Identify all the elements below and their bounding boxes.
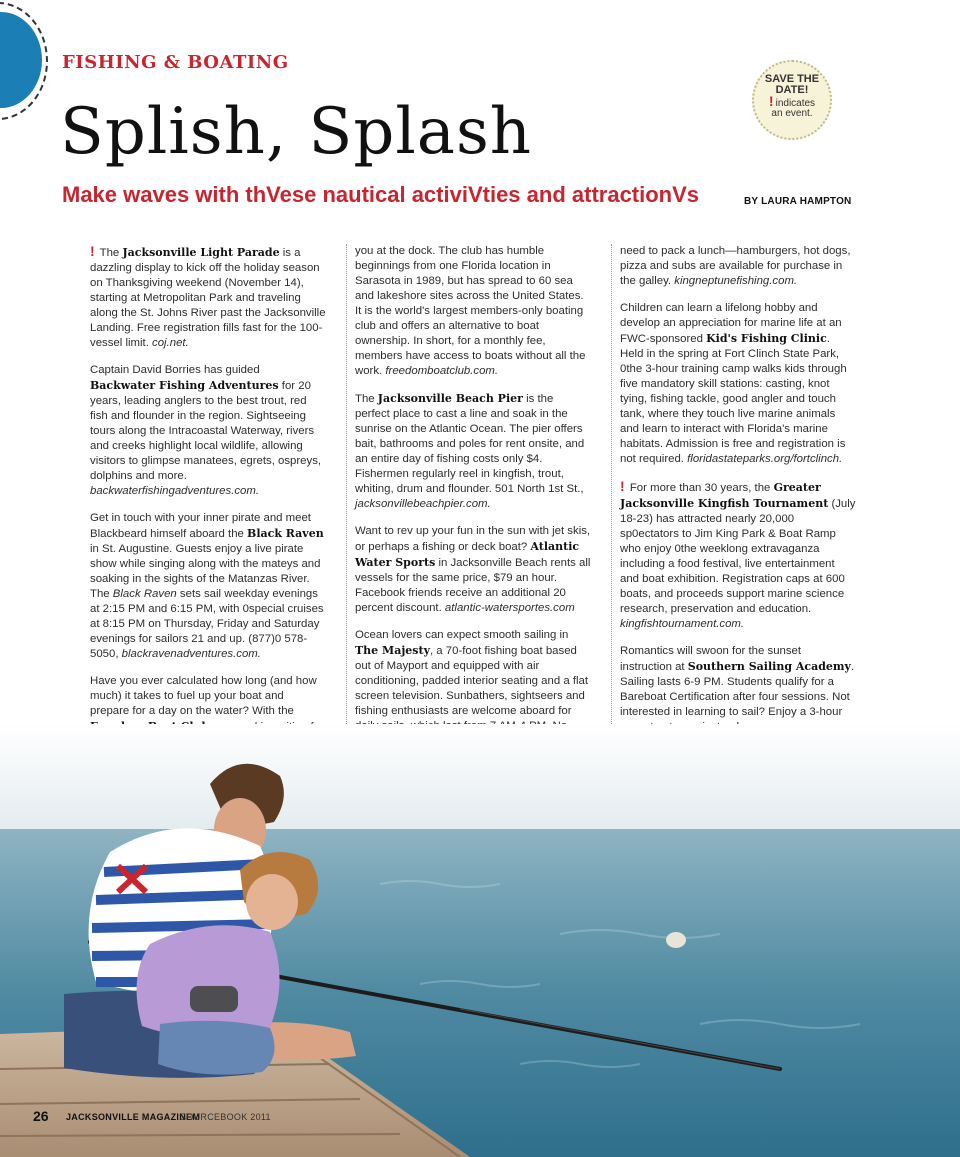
article-deck: Make waves with thVese nautical activiVties and attractionVs [62,182,700,207]
venue-name: The Majesty [355,644,430,657]
article-paragraph [355,524,591,616]
article-headline: Splish, Splash [60,95,532,169]
body-text: need to pack a lunch—hamburgers, hot dogs, pizza and subs are available for purchase in the galley. [620,245,851,287]
body-text: in Jacksonville Beach rents all vessels for the same price, $79 an hour. Facebook friends receive an additional 20 percent discount. [355,557,591,614]
body-text: For more than 30 years, the [626,482,774,494]
venue-name: Greater Jacksonville Kingfish Tournament [620,481,829,510]
article-paragraph [620,244,856,289]
venue-name: Kid's Fishing Clinic [706,332,827,345]
exclamation-icon: ! [620,478,625,494]
article-paragraph [90,244,326,351]
body-text: (July 18-23) has attracted nearly 20,000 sp0ectators to Jim King Park & Boat Ramp who enjoy 0the weeklong extravaganza including a food festival, live entertainment and boat exhibition. Registration caps at 600 boats, and proceeds support marine science research, preservation and education. [620,498,856,615]
website-text: coj.net. [152,337,189,349]
article-paragraph [355,628,591,734]
website-text: freedomboatclub.com. [385,365,499,377]
article-paragraph [355,391,591,512]
save-the-date-title: SAVE THE [764,73,820,85]
fishing-photo [0,724,960,1157]
exclamation-icon: ! [90,243,95,259]
page-number: 26 [33,1108,49,1124]
body-text: Want to rev up your fun in the sun with jet skis, or perhaps a fishing or deck boat? [355,525,591,553]
venue-name: Southern Sailing Academy [687,660,851,673]
website-text: kingfishtournament.com. [620,618,745,630]
body-text: Have you ever calculated how long (and how much) it takes to fuel up your boat and prepare for a day on the water? With the [90,675,317,717]
column-3 [611,244,856,724]
exclamation-icon: ! [768,93,774,109]
body-text: is a dazzling display to kick off the holiday season on Thanksgiving weekend (November 14), starting at Metropolitan Park and traveling along the St. Johns River past the Jacksonville Landing. Free registration fills fast for the 100-vessel limit. [90,247,326,349]
column-2 [346,244,591,724]
body-text: Ocean lovers can expect smooth sailing in [355,629,569,641]
footer-magazine: JACKSONVILLE MAGAZINEM [66,1112,201,1122]
body-text: is the perfect place to cast a line and soak in the sunrise on the Atlantic Ocean. The pier offers bait, bathrooms and poles for rent onsite, and an entire day of fishing costs only $4. Fishermen regularly reel in kingfish, trout, whiting, drum and flounder. 501 North 1st St., [355,393,585,495]
body-text: Romantics will swoon for the sunset instruction at [620,645,802,673]
website-text: blackravenadventures.com. [121,648,261,660]
body-text: Children can learn a lifelong hobby and develop an appreciation for marine life at an FWC-sponsored [620,302,842,345]
article-byline: BY LAURA HAMPTON [744,196,852,207]
website-text: Black Raven [112,588,177,600]
save-the-date-note-2: an event. [771,108,813,119]
website-text: kingneptunefishing.com. [674,275,798,287]
save-the-date-note-text: indicates [775,98,816,109]
website-text: backwaterfishingadventures.com. [90,485,260,497]
body-text: in St. Augustine. Guests enjoy a live pirate show while singing along with the mateys and soaking in the sights of the Matanzas River. The [90,543,321,600]
body-text: . Sailing lasts 6-9 PM. Students qualify for a Bareboat Certification after four sessions. Not interested in learning to sail? Enjoy a 3-hour [620,661,855,718]
venue-name: Atlantic Water Sports [355,540,580,569]
body-text: you at the dock. The club has humble beginnings from one Florida location in Sarasota in 1989, but has spread to 60 sea and lakeshore sites across the United States. It is the world's largest members-only boating club and offers an alternative to boat ownership. In short, for a monthly fee, members have access to boats without all the work. [355,245,586,377]
body-text: The [96,247,123,259]
article-body [90,244,856,724]
section-kicker: FISHING & BOATING [62,52,289,73]
website-text: atlantic-watersportes.com [444,602,575,614]
body-text: Get in touch with your inner pirate and meet Blackbeard himself aboard the [90,512,311,540]
body-text: sets sail weekday evenings at 2:15 PM and 6:15 PM, with 0special cruises at 8:15 PM on Thursday, Friday and Saturday evenings for sailors 21 and up. (877)0 578-5050, [90,588,324,660]
venue-name: Backwater Fishing Adventures [90,379,279,392]
body-text: . Held in the spring at Fort Clinch State Park, 0the 3-hour training camp walks kids through five mandatory skill stations: casting, knot tying, fishing tackle, good angler and touch tank, where they touch live marine animals and learn to interact with Florida's marine habitats. Admission is free and registration is not required. [620,333,847,465]
venue-name: Black Raven [247,527,324,540]
article-paragraph [90,363,326,499]
body-text: for 20 years, leading anglers to the best trout, red fish and flounder in the region. Sightseeing tours along the Intracoastal Waterway, rivers and creeks highlight local wildlife, allowing visitors to glimpse manatees, egrets, ospreys, dolphins and more. [90,380,322,482]
section-tab-ring [0,2,48,120]
column-1 [90,244,326,724]
save-the-date-badge [752,60,832,140]
article-paragraph [90,511,326,662]
article-paragraph [355,244,591,379]
save-the-date-title-2: DATE! [775,84,809,96]
body-text: , a 70-foot fishing boat based out of Mayport and equipped with air conditioning, padded interior seating and a flat screen television. Sunbathers, sightseers and fishing enthusiasts are welcome aboard for [355,645,589,717]
venue-name: Jacksonville Light Parade [122,246,280,259]
website-text: floridastateparks.org/fortclinch. [687,453,843,465]
body-text: Captain David Borries has guided [90,364,260,376]
body-text: The [355,393,378,405]
venue-name: Jacksonville Beach Pier [377,392,523,405]
footer-issue: SOURCEBOOK 2011 [180,1112,271,1122]
article-paragraph [620,479,856,632]
website-text: jacksonvillebeachpier.com. [355,498,491,510]
article-paragraph [620,301,856,467]
